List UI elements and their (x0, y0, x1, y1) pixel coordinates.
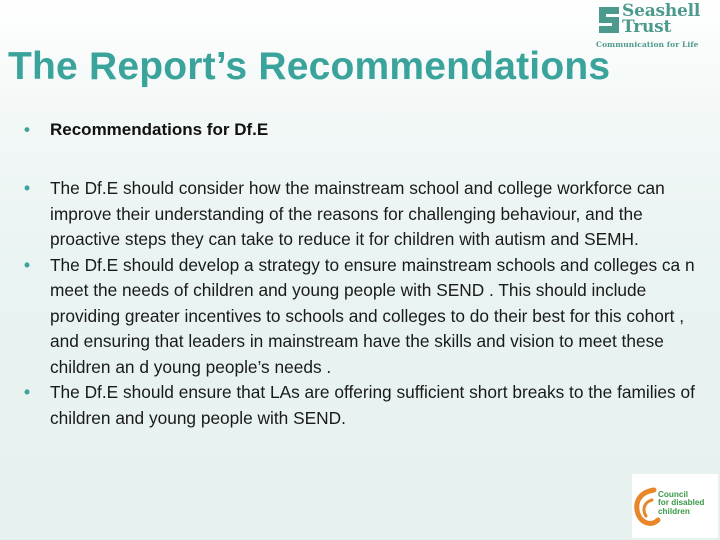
recommendations-list (24, 176, 714, 431)
bullet-marker: • (24, 178, 31, 198)
seashell-shell-icon (597, 5, 621, 35)
seashell-logo-tagline: Communication for Life (596, 40, 699, 49)
council-logo-text (658, 491, 704, 516)
list-item (24, 176, 714, 253)
seashell-logo-name (622, 3, 700, 35)
list-item (24, 253, 714, 381)
slide-title: The Report’s Recommendations (8, 45, 611, 88)
list-item-text: The Df.E should consider how the mainstream school and college workforce can improve their understanding of the reasons for challenging behaviour, and the proactive steps they can take to reduce it for children with autism and SEMH. (50, 178, 665, 249)
list-item-text: The Df.E should ensure that LAs are offering sufficient short breaks to the families of children and young people with SEND. (50, 382, 695, 428)
bullet-marker: • (24, 382, 31, 402)
seashell-logo-line2: Trust (622, 17, 672, 37)
list-item-text: The Df.E should develop a strategy to ensure mainstream schools and colleges ca n meet the needs of children and young people with SEND . This should include providing greater incentives to schools and colleges to do their best for this cohort , and ensuring that leaders in mainstream have the skills and vision to meet these children an d young people’s needs . (50, 254, 695, 377)
heading-bullet-text: Recommendations for Df.E (50, 120, 269, 139)
bullet-marker: • (24, 120, 30, 139)
council-logo-line1: Council (658, 490, 689, 499)
seashell-trust-logo (594, 2, 718, 50)
council-logo-line2: for disabled (658, 498, 705, 508)
list-item (24, 380, 714, 431)
bullet-marker: • (24, 254, 31, 275)
council-for-disabled-children-logo (632, 474, 718, 538)
seashell-logo-line1: Seashell (622, 1, 701, 21)
council-logo-line3: children (658, 506, 690, 516)
